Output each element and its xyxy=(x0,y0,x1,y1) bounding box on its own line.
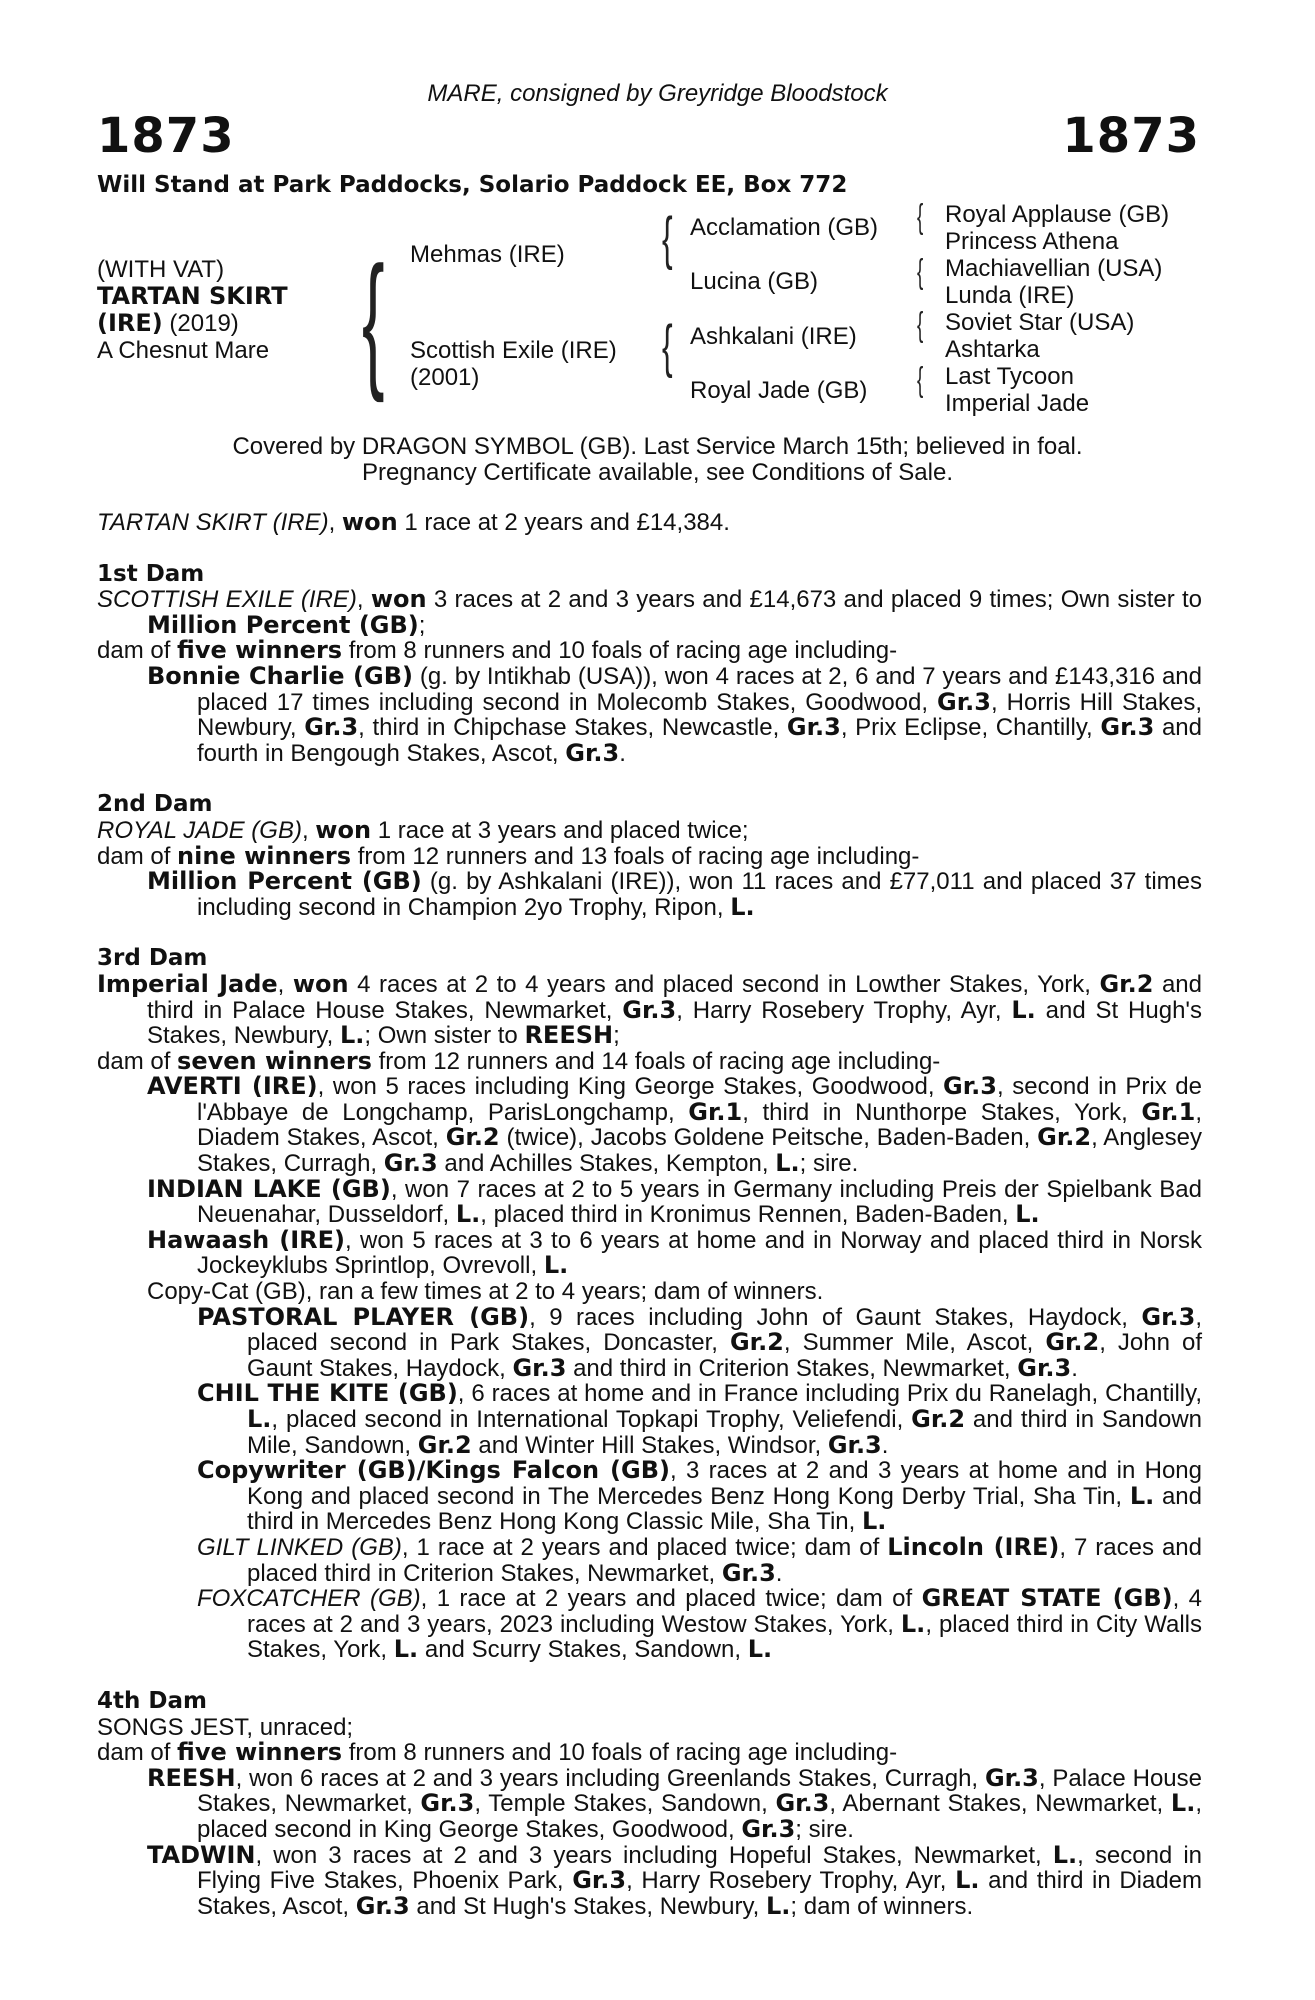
brace-sd: { xyxy=(917,253,924,291)
progeny-pastoral-player: PASTORAL PLAYER (GB), 9 races including John of Gaunt Stakes, Haydock, Gr.3, placed second in Park Stakes, Doncaster, Gr.2, Summer Mile, Ascot, Gr.2, John of Gaunt Stakes, Haydock, Gr.3 and third in Criterion Stakes, Newmarket, Gr.3. xyxy=(197,1302,1203,1382)
dam-sire: Ashkalani (IRE) xyxy=(690,323,857,350)
first-dam-produce: dam of five winners from 8 runners and 10 foals of racing age including- xyxy=(97,636,898,665)
second-dam-heading: 2nd Dam xyxy=(97,791,213,818)
stand-location: Will Stand at Park Paddocks, Solario Paddock EE, Box 772 xyxy=(97,172,848,198)
pedigree-brace-dam: { xyxy=(662,314,673,379)
covered-line1: Covered by DRAGON SYMBOL (GB). Last Service March 15th; believed in foal. xyxy=(232,433,1083,460)
dam-dam: Royal Jade (GB) xyxy=(690,377,868,404)
dam-dam-sire: Last Tycoon xyxy=(945,363,1074,390)
pedigree-brace-main: { xyxy=(362,235,385,403)
sire-sire: Acclamation (GB) xyxy=(690,214,879,241)
horse-name-line2 xyxy=(97,310,288,337)
progeny-foxcatcher: FOXCATCHER (GB), 1 race at 2 years and placed twice; dam of GREAT STATE (GB), 4 races at 2 and 3 years, 2023 including Westow Stakes, York, L., placed third in City Walls Stakes, York, L. and Scurry Stakes, Sandown, L. xyxy=(197,1584,1203,1664)
lot-number-left: 1873 xyxy=(97,108,235,164)
fourth-dam-produce: dam of five winners from 8 runners and 10 foals of racing age including- xyxy=(97,1738,898,1767)
second-dam-progeny: Million Percent (GB) (g. by Ashkalani (IRE)), won 11 races and £77,011 and placed 37 times including second in Champion 2yo Trophy, Ripon, L. xyxy=(147,867,1202,921)
brace-ds: { xyxy=(917,306,924,344)
brace-ss: { xyxy=(917,198,924,236)
catalogue-body xyxy=(97,510,1202,1919)
progeny-averti: AVERTI (IRE), won 5 races including King George Stakes, Goodwood, Gr.3, second in Prix de l'Abbaye de Longchamp, ParisLongchamp, Gr.1, third in Nunthorpe Stakes, York, Gr.1, Diadem Stakes, Ascot, Gr.2 (twice), Jacobs Goldene Peitsche, Baden-Baden, Gr.2, Anglesey Stakes, Curragh, Gr.3 and Achilles Stakes, Kempton, L.; sire. xyxy=(147,1072,1203,1178)
dam-sire-sire: Soviet Star (USA) xyxy=(945,309,1135,336)
dam-sire-dam: Ashtarka xyxy=(945,336,1040,363)
covered-line2: Pregnancy Certificate available, see Conditions of Sale. xyxy=(362,459,953,486)
second-dam-record: ROYAL JADE (GB), won 1 race at 3 years and placed twice; xyxy=(97,815,749,844)
lot-number-right: 1873 xyxy=(1062,108,1200,164)
sire-sire-dam: Princess Athena xyxy=(945,228,1119,255)
progeny-copy-cat: Copy-Cat (GB), ran a few times at 2 to 4 years; dam of winners. xyxy=(147,1278,824,1306)
horse-year: (2019) xyxy=(162,310,239,337)
fourth-dam-record: SONGS JEST, unraced; xyxy=(97,1713,354,1741)
sire-dam-dam: Lunda (IRE) xyxy=(945,282,1075,309)
second-dam-produce: dam of nine winners from 12 runners and 13 foals of racing age including- xyxy=(97,841,920,870)
brace-dd: { xyxy=(917,361,924,399)
progeny-gilt-linked: GILT LINKED (GB), 1 race at 2 years and placed twice; dam of Lincoln (IRE), 7 races and placed third in Criterion Stakes, Newmarket, Gr.3. xyxy=(197,1532,1203,1587)
first-dam-heading: 1st Dam xyxy=(97,560,205,587)
horse-name: TARTAN SKIRT xyxy=(97,282,288,310)
intro-line: TARTAN SKIRT (IRE), won 1 race at 2 years and £14,384. xyxy=(97,508,730,536)
dam-dam-dam: Imperial Jade xyxy=(945,390,1090,417)
progeny-indian-lake: INDIAN LAKE (GB), won 7 races at 2 to 5 years in Germany including Preis der Spielbank Bad Neuenahar, Dusseldorf, L., placed third in Kronimus Rennen, Baden-Baden, L. xyxy=(147,1174,1202,1229)
progeny-tadwin: TADWIN, won 3 races at 2 and 3 years including Hopeful Stakes, Newmarket, L., second in Flying Five Stakes, Phoenix Park, Gr.3, Harry Rosebery Trophy, Ayr, L. and third in Diadem Stakes, Ascot, Gr.3 and St Hugh's Stakes, Newbury, L.; dam of winners. xyxy=(147,1840,1203,1920)
vat-note: (WITH VAT) xyxy=(97,256,225,283)
pedigree-brace-sire: { xyxy=(662,206,673,271)
progeny-copywriter: Copywriter (GB)/Kings Falcon (GB), 3 races at 2 and 3 years at home and in Hong Kong and placed second in The Mercedes Benz Hong Kong Derby Trial, Sha Tin, L. and third in Mercedes Benz Hong Kong Classic Mile, Sha Tin, L. xyxy=(197,1456,1203,1536)
third-dam-record: Imperial Jade, won 4 races at 2 to 4 years and placed second in Lowther Stakes, York, Gr.2 and third in Palace House Stakes, Newmarket, Gr.3, Harry Rosebery Trophy, Ayr, L. and St Hugh's Stakes, Newbury, L.; Own sister to REESH; xyxy=(97,969,1202,1050)
horse-country: (IRE) xyxy=(97,309,163,337)
dam-year: (2001) xyxy=(410,364,480,391)
sire-dam: Lucina (GB) xyxy=(690,268,819,295)
first-dam-progeny: Bonnie Charlie (GB) (g. by Intikhab (USA)), won 4 races at 2, 6 and 7 years and £143,316 and placed 17 times including second in Molecomb Stakes, Goodwood, Gr.3, Horris Hill Stakes, Newbury, Gr.3, third in Chipchase Stakes, Newcastle, Gr.3, Prix Eclipse, Chantilly, Gr.3 and fourth in Bengough Stakes, Ascot, Gr.3. xyxy=(147,661,1202,767)
consignor-subtitle: MARE, consigned by Greyridge Bloodstock xyxy=(427,80,888,107)
progeny-chil-the-kite: CHIL THE KITE (GB), 6 races at home and in France including Prix du Ranelagh, Chantilly, L., placed second in International Topkapi Trophy, Veliefendi, Gr.2 and third in Sandown Mile, Sandown, Gr.2 and Winter Hill Stakes, Windsor, Gr.3. xyxy=(197,1379,1203,1459)
third-dam-heading: 3rd Dam xyxy=(97,945,208,972)
sire-sire-sire: Royal Applause (GB) xyxy=(945,201,1170,228)
sire-name: Mehmas (IRE) xyxy=(410,241,565,268)
progeny-hawaash: Hawaash (IRE), won 5 races at 3 to 6 years at home and in Norway and placed third in Norsk Jockeyklubs Sprintlop, Ovrevoll, L. xyxy=(147,1225,1202,1280)
first-dam-record: SCOTTISH EXILE (IRE), won 3 races at 2 and 3 years and £14,673 and placed 9 times; Own sister to Million Percent (GB); xyxy=(97,585,1202,639)
horse-description: A Chesnut Mare xyxy=(97,337,270,364)
third-dam-produce: dam of seven winners from 12 runners and 14 foals of racing age including- xyxy=(97,1046,941,1075)
progeny-reesh: REESH, won 6 races at 2 and 3 years including Greenlands Stakes, Curragh, Gr.3, Palace House Stakes, Newmarket, Gr.3, Temple Stakes, Sandown, Gr.3, Abernant Stakes, Newmarket, L., placed second in King George Stakes, Goodwood, Gr.3; sire. xyxy=(147,1763,1202,1843)
covered-note xyxy=(0,434,1315,486)
sire-dam-sire: Machiavellian (USA) xyxy=(945,255,1163,282)
fourth-dam-heading: 4th Dam xyxy=(97,1687,207,1714)
dam-name: Scottish Exile (IRE) xyxy=(410,337,617,364)
horse-identity xyxy=(97,256,288,364)
